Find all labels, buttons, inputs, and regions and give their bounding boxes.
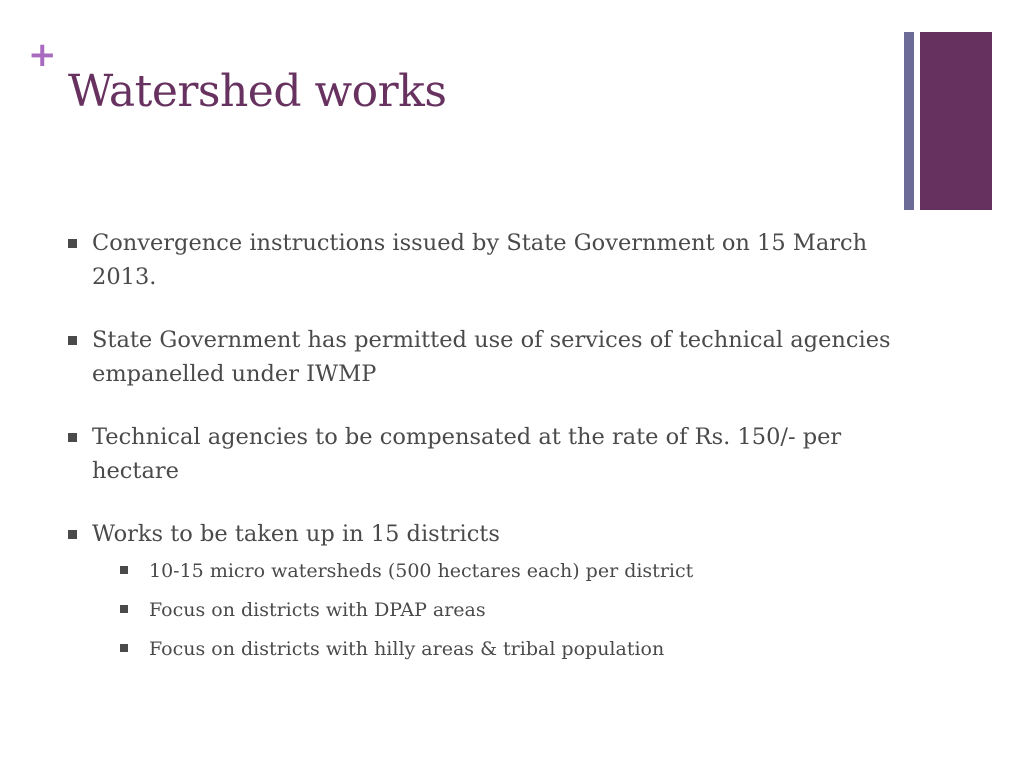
sub-bullet-text: 10-15 micro watersheds (500 hectares each) per district — [149, 560, 694, 582]
bullet-item — [68, 323, 908, 391]
accent-bar-thick — [920, 32, 992, 210]
sub-bullet-text: Focus on districts with DPAP areas — [149, 599, 486, 621]
plus-icon: + — [28, 35, 57, 75]
sub-bullet-text: Focus on districts with hilly areas & tribal population — [149, 638, 665, 660]
bullet-text: Technical agencies to be compensated at the rate of Rs. 150/- per hectare — [92, 424, 842, 484]
bullet-item — [68, 226, 908, 294]
square-bullet-icon — [120, 605, 128, 613]
bullet-item — [68, 517, 908, 665]
bullet-list — [68, 226, 908, 665]
bullet-text: Convergence instructions issued by State Government on 15 March 2013. — [92, 230, 868, 290]
slide-title: Watershed works — [68, 66, 447, 117]
square-bullet-icon — [120, 644, 128, 652]
sub-bullet-item — [92, 594, 908, 626]
bullet-text: Works to be taken up in 15 districts — [92, 521, 500, 547]
square-bullet-icon — [68, 239, 77, 248]
accent-bar-thin — [904, 32, 914, 210]
sub-bullet-item — [92, 555, 908, 587]
bullet-text: State Government has permitted use of services of technical agencies empanelled under IWMP — [92, 327, 891, 387]
sub-bullet-list — [92, 555, 908, 665]
square-bullet-icon — [68, 336, 77, 345]
bullet-item — [68, 420, 908, 488]
sub-bullet-item — [92, 633, 908, 665]
square-bullet-icon — [68, 530, 77, 539]
square-bullet-icon — [68, 433, 77, 442]
bullet-content — [68, 226, 908, 672]
square-bullet-icon — [120, 566, 128, 574]
